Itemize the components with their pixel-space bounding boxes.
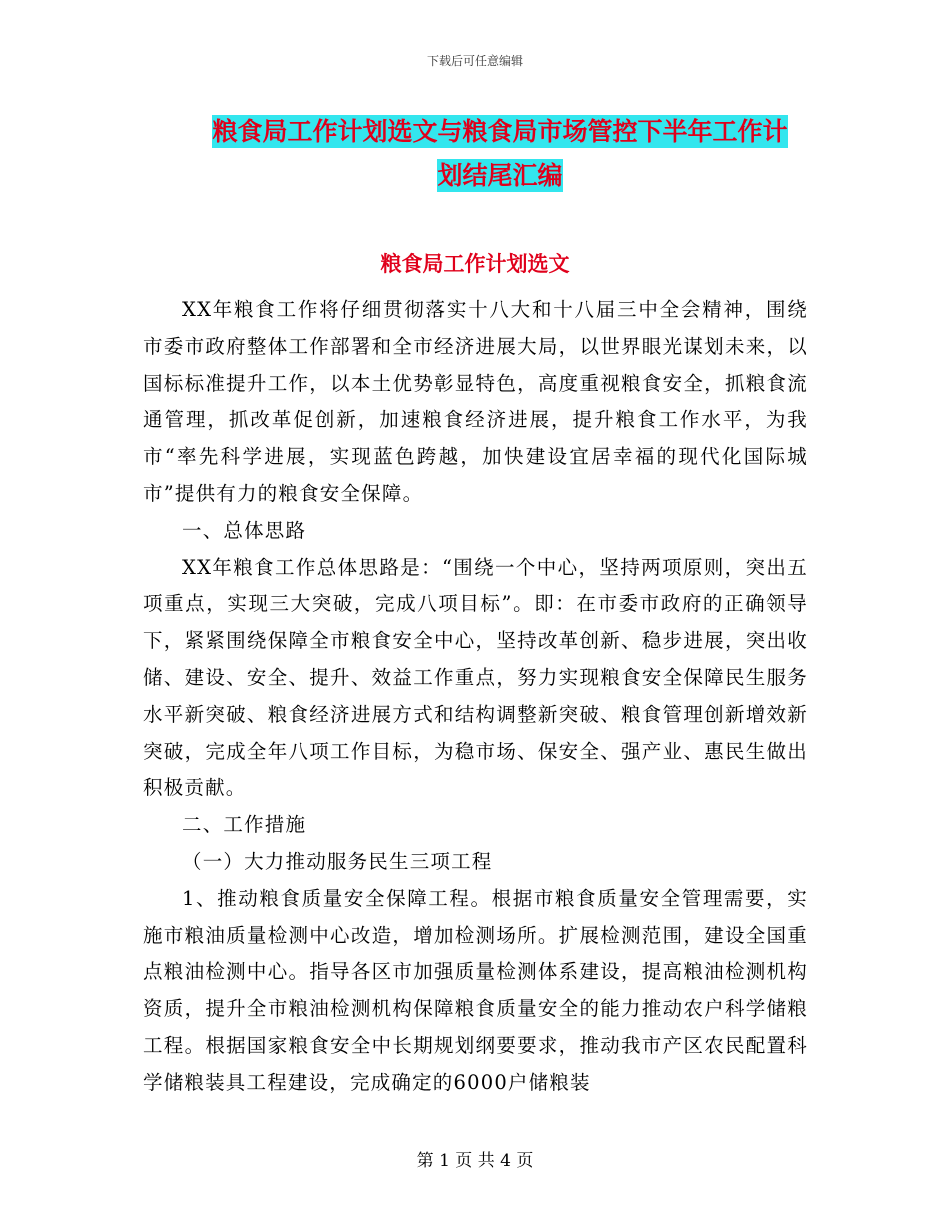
heading-overall-approach: 一、总体思路 bbox=[182, 518, 307, 542]
header-note: 下载后可任意编辑 bbox=[426, 54, 523, 68]
document-title bbox=[190, 110, 810, 198]
body-text bbox=[143, 292, 808, 1102]
subheading: （一）大力推动服务民生三项工程 bbox=[182, 849, 493, 873]
heading-work-measures: 二、工作措施 bbox=[182, 813, 307, 837]
paragraph: XX年粮食工作总体思路是：“围绕一个中心，坚持两项原则，突出五项重点，实现三大突破，完成八项目标”。即：在市委市政府的正确领导下，紧紧围绕保障全市粮食安全中心，坚持改革创新、稳步进展，突出收储、建设、安全、提升、效益工作重点，努力实现粮食安全保障民生服务水平新突破、粮食经济进展方式和结构调整新突破、粮食管理创新增效新突破，完成全年八项工作目标，为稳市场、保安全、强产业、惠民生做出积极贡献。 bbox=[143, 555, 808, 800]
paragraph: 1、推动粮食质量安全保障工程。根据市粮食质量安全管理需要，实施市粮油质量检测中心改造，增加检测场所。扩展检测范围，建设全国重点粮油检测中心。指导各区市加强质量检测体系建设，提高粮油检测机构资质，提升全市粮油检测机构保障粮食质量安全的能力推动农户科学储粮工程。根据国家粮食安全中长期规划纲要要求，推动我市产区农民配置科学储粮装具工程建设，完成确定的6000户储粮装 bbox=[143, 886, 808, 1094]
document-title-line-2: 划结尾汇编 bbox=[437, 161, 563, 190]
page-number: 第 1 页 共 4 页 bbox=[416, 1151, 534, 1171]
paragraph: XX年粮食工作将仔细贯彻落实十八大和十八届三中全会精神，围绕市委市政府整体工作部署和全市经济进展大局，以世界眼光谋划未来，以国标标准提升工作，以本土优势彰显特色，高度重视粮食安全，抓粮食流通管理，抓改革促创新，加速粮食经济进展，提升粮食工作水平，为我市“率先科学进展，实现蓝色跨越，加快建设宜居幸福的现代化国际城市”提供有力的粮食安全保障。 bbox=[143, 298, 808, 505]
document-title-line-1: 粮食局工作计划选文与粮食局市场管控下半年工作计 bbox=[212, 117, 788, 146]
section-title: 粮食局工作计划选文 bbox=[380, 252, 570, 276]
